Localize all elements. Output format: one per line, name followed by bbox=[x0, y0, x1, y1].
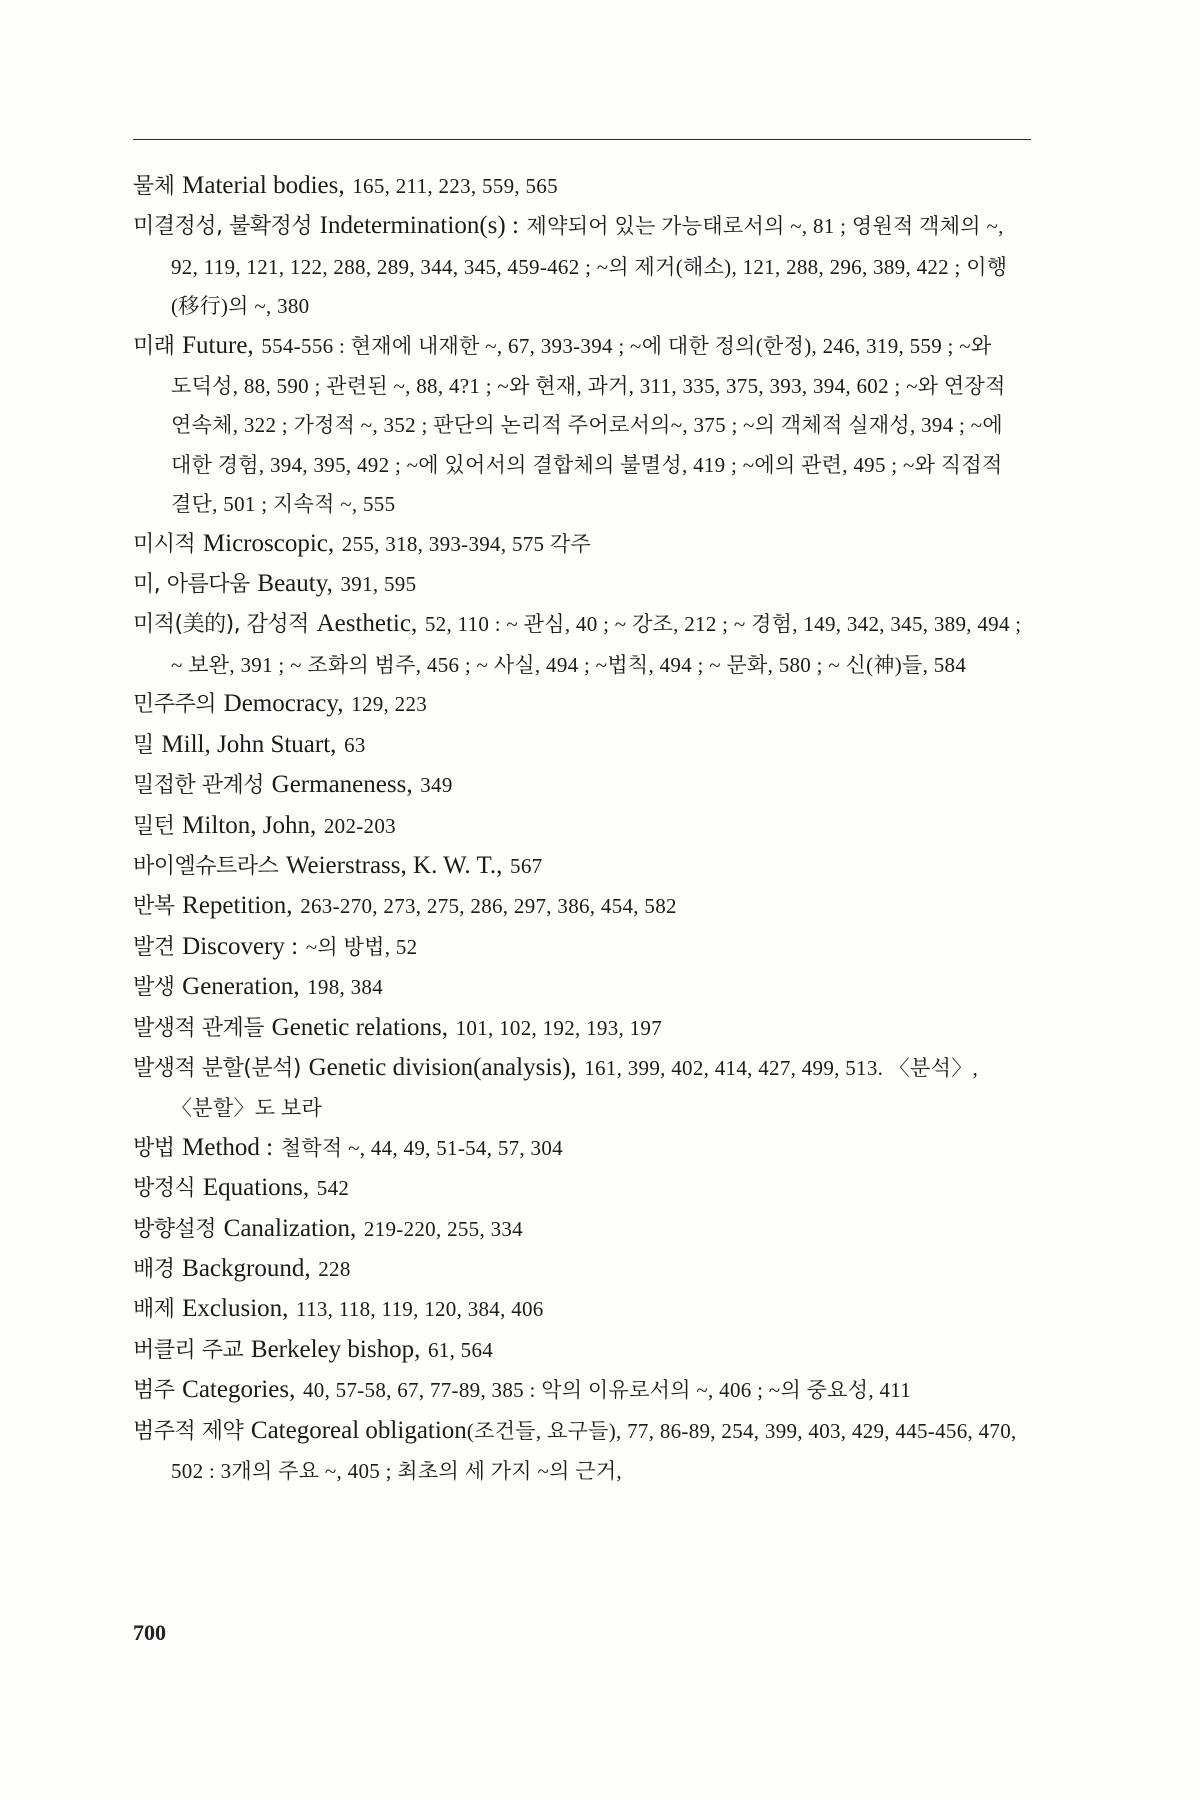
entry-english-term: Indetermination(s) : bbox=[319, 212, 519, 240]
index-entry bbox=[133, 1330, 1033, 1370]
index-entry bbox=[133, 326, 1033, 524]
index-entry bbox=[133, 524, 1033, 564]
entry-english-term: Democracy, bbox=[223, 690, 344, 718]
entry-page-refs: 542 bbox=[316, 1176, 350, 1201]
index-entry bbox=[133, 1128, 1033, 1168]
index-entry bbox=[133, 166, 1033, 206]
entry-english-term: Method : bbox=[182, 1133, 274, 1161]
entry-korean-term: 민주주의 bbox=[133, 692, 217, 718]
entry-page-refs: 철학적 ~, 44, 49, 51-54, 57, 304 bbox=[280, 1135, 563, 1160]
entry-korean-term: 방정식 bbox=[133, 1176, 196, 1202]
entry-english-term: Milton, John, bbox=[182, 811, 317, 839]
index-entry bbox=[133, 927, 1033, 967]
entry-page-refs: 101, 102, 192, 193, 197 bbox=[455, 1015, 663, 1040]
index-entry bbox=[133, 1168, 1033, 1208]
entry-english-term: Material bodies, bbox=[182, 172, 345, 199]
entry-page-refs: 349 bbox=[420, 773, 453, 798]
entry-korean-term: 미래 bbox=[133, 333, 175, 359]
entry-english-term: Background, bbox=[182, 1254, 311, 1282]
entry-page-refs: ~의 방법, 52 bbox=[305, 934, 418, 959]
index-list bbox=[133, 166, 1033, 1490]
index-entry bbox=[133, 1289, 1033, 1329]
index-entry bbox=[133, 1370, 1033, 1410]
entry-korean-term: 미결정성, 불확정성 bbox=[133, 214, 313, 240]
entry-page-refs: 61, 564 bbox=[427, 1337, 494, 1362]
entry-page-refs: 255, 318, 393-394, 575 각주 bbox=[341, 531, 592, 556]
entry-korean-term: 발견 bbox=[133, 934, 175, 960]
entry-english-term: Mill, John Stuart, bbox=[161, 730, 337, 758]
entry-page-refs: 129, 223 bbox=[351, 692, 428, 717]
entry-korean-term: 밀 bbox=[133, 732, 154, 758]
entry-english-term: Microscopic, bbox=[202, 529, 335, 557]
entry-english-term: Equations, bbox=[202, 1174, 310, 1202]
entry-page-refs: 제약되어 있는 가능태로서의 ~, 81 ; 영원적 객체의 ~, 92, 119, 121, 122, 288, 289, 344, 345, 459-462 ; ~의 제거(해소), 121, 288, 296, 389, 422 ; 이행(移行)의 ~, 380 bbox=[171, 214, 1008, 319]
index-entry bbox=[133, 765, 1033, 805]
entry-page-refs: 391, 595 bbox=[340, 572, 417, 597]
entry-english-term: Weierstrass, K. W. T., bbox=[285, 851, 503, 879]
entry-page-refs: 263-270, 273, 275, 286, 297, 386, 454, 582 bbox=[300, 894, 677, 919]
header-rule bbox=[133, 139, 1031, 140]
entry-page-refs: 63 bbox=[344, 732, 366, 757]
entry-english-term: Canalization, bbox=[223, 1214, 357, 1242]
index-entry bbox=[133, 1209, 1033, 1249]
entry-english-term: Generation, bbox=[182, 973, 300, 1001]
entry-korean-term: 밀턴 bbox=[133, 813, 175, 839]
index-entry bbox=[133, 1411, 1033, 1491]
entry-korean-term: 미, 아름다움 bbox=[133, 572, 250, 598]
entry-page-refs: 161, 399, 402, 414, 427, 499, 513. 〈분석〉, 〈분할〉도 보라 bbox=[171, 1055, 979, 1121]
entry-page-refs: 554-556 : 현재에 내재한 ~, 67, 393-394 ; ~에 대한 정의(한정), 246, 319, 559 ; ~와 도덕성, 88, 590 ; 관련된 ~, 88, 4?1 ; ~와 현재, 과거, 311, 335, 375, 393, 394, 602 ; ~와 연장적 연속체, 322 ; 가정적 ~, 352 ; 판단의 논리적 주어로서의~, 375 ; ~의 객체적 실재성, 394 ; ~에 대한 경험, 394, 395, 492 ; ~에 있어서의 결합체의 불멸성, 419 ; ~에의 관련, 495 ; ~와 직접적 결단, 501 ; 지속적 ~, 555 bbox=[171, 333, 1006, 517]
index-entry bbox=[133, 604, 1033, 684]
entry-korean-term: 방법 bbox=[133, 1135, 175, 1161]
index-entry bbox=[133, 1249, 1033, 1289]
entry-english-term: Categories, bbox=[182, 1376, 296, 1404]
entry-korean-term: 범주 bbox=[133, 1378, 175, 1404]
entry-korean-term: 방향설정 bbox=[133, 1216, 217, 1242]
entry-korean-term: 발생 bbox=[133, 975, 175, 1001]
entry-korean-term: 미적(美的), 감성적 bbox=[133, 612, 309, 638]
entry-english-term: Future, bbox=[182, 331, 254, 359]
entry-english-term: Categoreal obligation bbox=[250, 1416, 467, 1444]
entry-english-term: Repetition, bbox=[182, 892, 293, 920]
index-entry bbox=[133, 206, 1033, 325]
index-entry bbox=[133, 846, 1033, 886]
entry-page-refs: 40, 57-58, 67, 77-89, 385 : 악의 이유로서의 ~, 406 ; ~의 중요성, 411 bbox=[302, 1378, 912, 1403]
entry-page-refs: 52, 110 : ~ 관심, 40 ; ~ 강조, 212 ; ~ 경험, 149, 342, 345, 389, 494 ; ~ 보완, 391 ; ~ 조화의 범주, 456 ; ~ 사실, 494 ; ~법칙, 494 ; ~ 문화, 580 ; ~ 신(神)들, 584 bbox=[171, 612, 1022, 677]
entry-page-refs: 228 bbox=[318, 1256, 351, 1281]
entry-english-term: Exclusion, bbox=[182, 1295, 289, 1323]
index-entry bbox=[133, 684, 1033, 724]
index-entry bbox=[133, 1008, 1033, 1048]
index-entry bbox=[133, 806, 1033, 846]
entry-english-term: Beauty, bbox=[257, 570, 333, 598]
entry-english-term: Germaneness, bbox=[271, 771, 413, 799]
entry-english-term: Genetic division(analysis), bbox=[308, 1053, 577, 1081]
entry-korean-term: 바이엘슈트라스 bbox=[133, 853, 279, 879]
entry-page-refs: 567 bbox=[510, 853, 543, 878]
index-entry bbox=[133, 725, 1033, 765]
entry-korean-term: 미시적 bbox=[133, 531, 196, 557]
entry-korean-term: 발생적 관계들 bbox=[133, 1015, 265, 1041]
entry-english-term: Berkeley bishop, bbox=[250, 1335, 421, 1363]
entry-korean-term: 버클리 주교 bbox=[133, 1337, 244, 1363]
entry-korean-term: 범주적 제약 bbox=[133, 1418, 244, 1444]
entry-english-term: Discovery : bbox=[182, 932, 299, 960]
index-entry bbox=[133, 1048, 1033, 1128]
entry-page-refs: 202-203 bbox=[323, 813, 396, 838]
index-entry bbox=[133, 967, 1033, 1007]
entry-korean-term: 발생적 분할(분석) bbox=[133, 1055, 301, 1081]
entry-korean-term: 밀접한 관계성 bbox=[133, 773, 265, 799]
entry-korean-term: 물체 bbox=[133, 174, 175, 199]
entry-page-refs: 219-220, 255, 334 bbox=[363, 1216, 523, 1241]
entry-page-refs: 198, 384 bbox=[307, 975, 384, 1000]
entry-page-refs: (조건들, 요구들), 77, 86-89, 254, 399, 403, 429, 445-456, 470, 502 : 3개의 주요 ~, 405 ; 최초의 세 가지 ~의 근거, bbox=[171, 1418, 1017, 1483]
entry-korean-term: 배제 bbox=[133, 1297, 175, 1323]
page-number: 700 bbox=[133, 1620, 166, 1645]
entry-english-term: Genetic relations, bbox=[271, 1013, 448, 1041]
entry-english-term: Aesthetic, bbox=[316, 610, 418, 638]
entry-korean-term: 반복 bbox=[133, 894, 175, 920]
entry-page-refs: 165, 211, 223, 559, 565 bbox=[352, 174, 558, 198]
index-entry bbox=[133, 886, 1033, 926]
entry-korean-term: 배경 bbox=[133, 1256, 175, 1282]
entry-page-refs: 113, 118, 119, 120, 384, 406 bbox=[296, 1297, 544, 1322]
index-entry bbox=[133, 564, 1033, 604]
